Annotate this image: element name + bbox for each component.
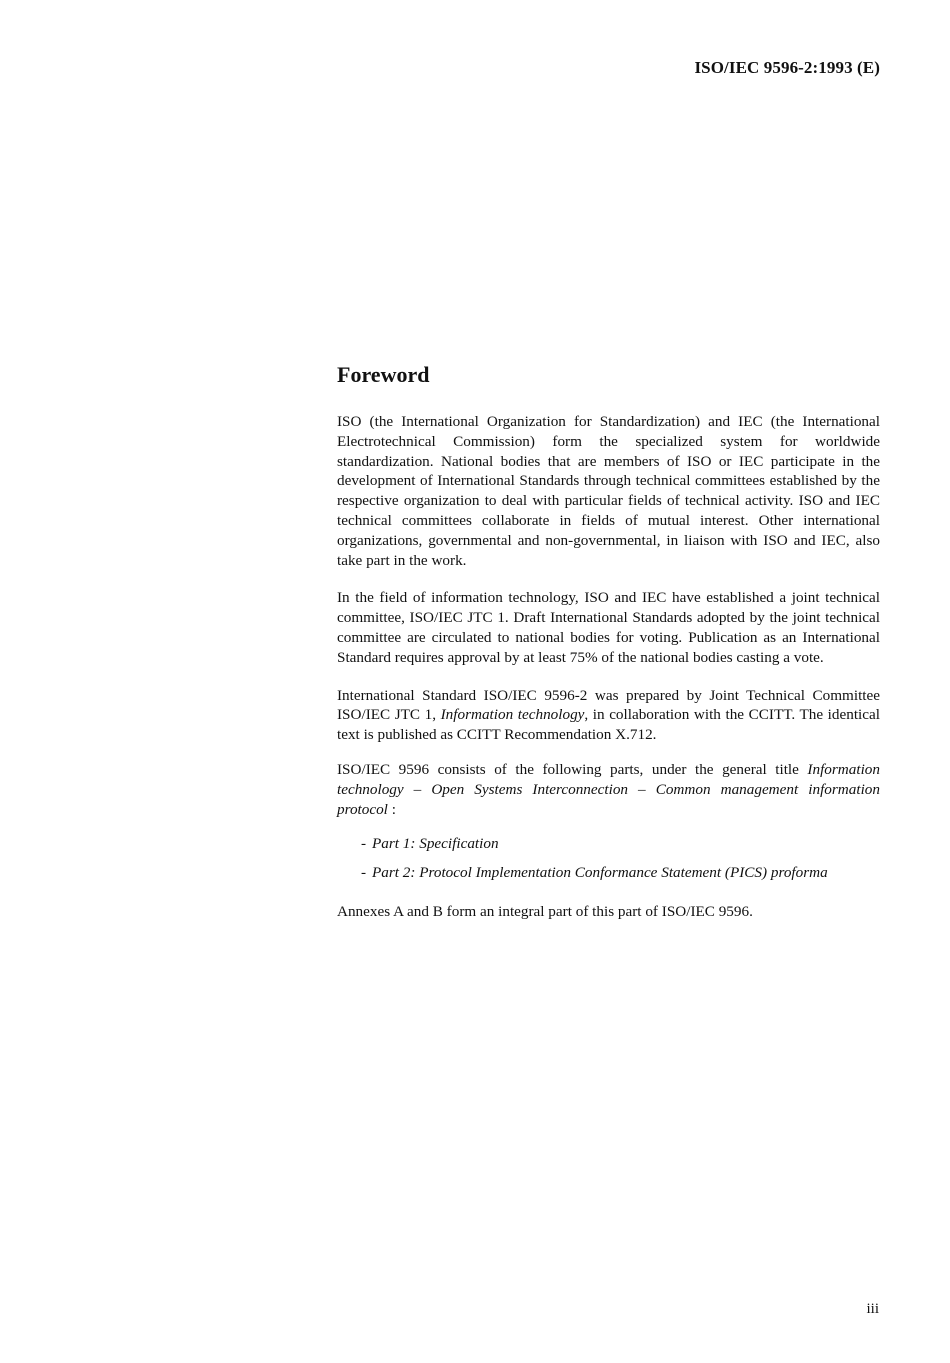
paragraph-preparation: [337, 686, 880, 745]
parts-list: [337, 834, 880, 883]
list-item-part-2: [361, 863, 880, 883]
paragraph-text: International Standard ISO/IEC 9596-2 was prepared by Joint Technical Committee ISO/IEC JTC 1,: [337, 686, 880, 724]
running-header-document-id: ISO/IEC 9596-2:1993 (E): [694, 58, 880, 77]
page-number: iii: [866, 1301, 879, 1317]
list-item-part-1: [361, 834, 880, 854]
part-label: Part 1: Specification: [372, 835, 499, 853]
paragraph-text: :: [387, 800, 396, 818]
paragraph-annexes: Annexes A and B form an integral part of this part of ISO/IEC 9596.: [337, 902, 753, 920]
paragraph-text: , in collaboration with the CCITT. The identical text is published as CCITT Recommendation X.712.: [337, 706, 880, 744]
italic-title: Information technology: [440, 706, 585, 724]
list-dash: -: [361, 864, 367, 882]
section-title: Foreword: [337, 362, 430, 387]
paragraph-text: ISO/IEC 9596 consists of the following parts, under the general title: [337, 760, 808, 778]
paragraph-iso-iec-intro: ISO (the International Organization for Standardization) and IEC (the International Electrotechnical Commission) form the specialized system for worldwide standardization. National bodies that are members of ISO or IEC participate in the development of International Standards through technical committees established by the respective organization to deal with particular fields of technical activity. ISO and IEC technical committees collaborate in fields of mutual interest. Other international organizations, governmental and non-governmental, in liaison with ISO and IEC, also take part in the work.: [337, 413, 880, 569]
part-label: Part 2: Protocol Implementation Conformance Statement (PICS) proforma: [372, 864, 828, 882]
foreword-section: [337, 360, 880, 940]
paragraph-jtc1: In the field of information technology, ISO and IEC have established a joint technical committee, ISO/IEC JTC 1. Draft International Standards adopted by the joint technical committee are circulated to national bodies for voting. Publication as an International Standard requires approval by at least 75% of the national bodies casting a vote.: [337, 589, 880, 666]
list-dash: -: [361, 835, 367, 853]
italic-general-title: Information technology – Open Systems Interconnection – Common management information protocol: [337, 760, 880, 818]
paragraph-parts-intro: [337, 760, 880, 819]
